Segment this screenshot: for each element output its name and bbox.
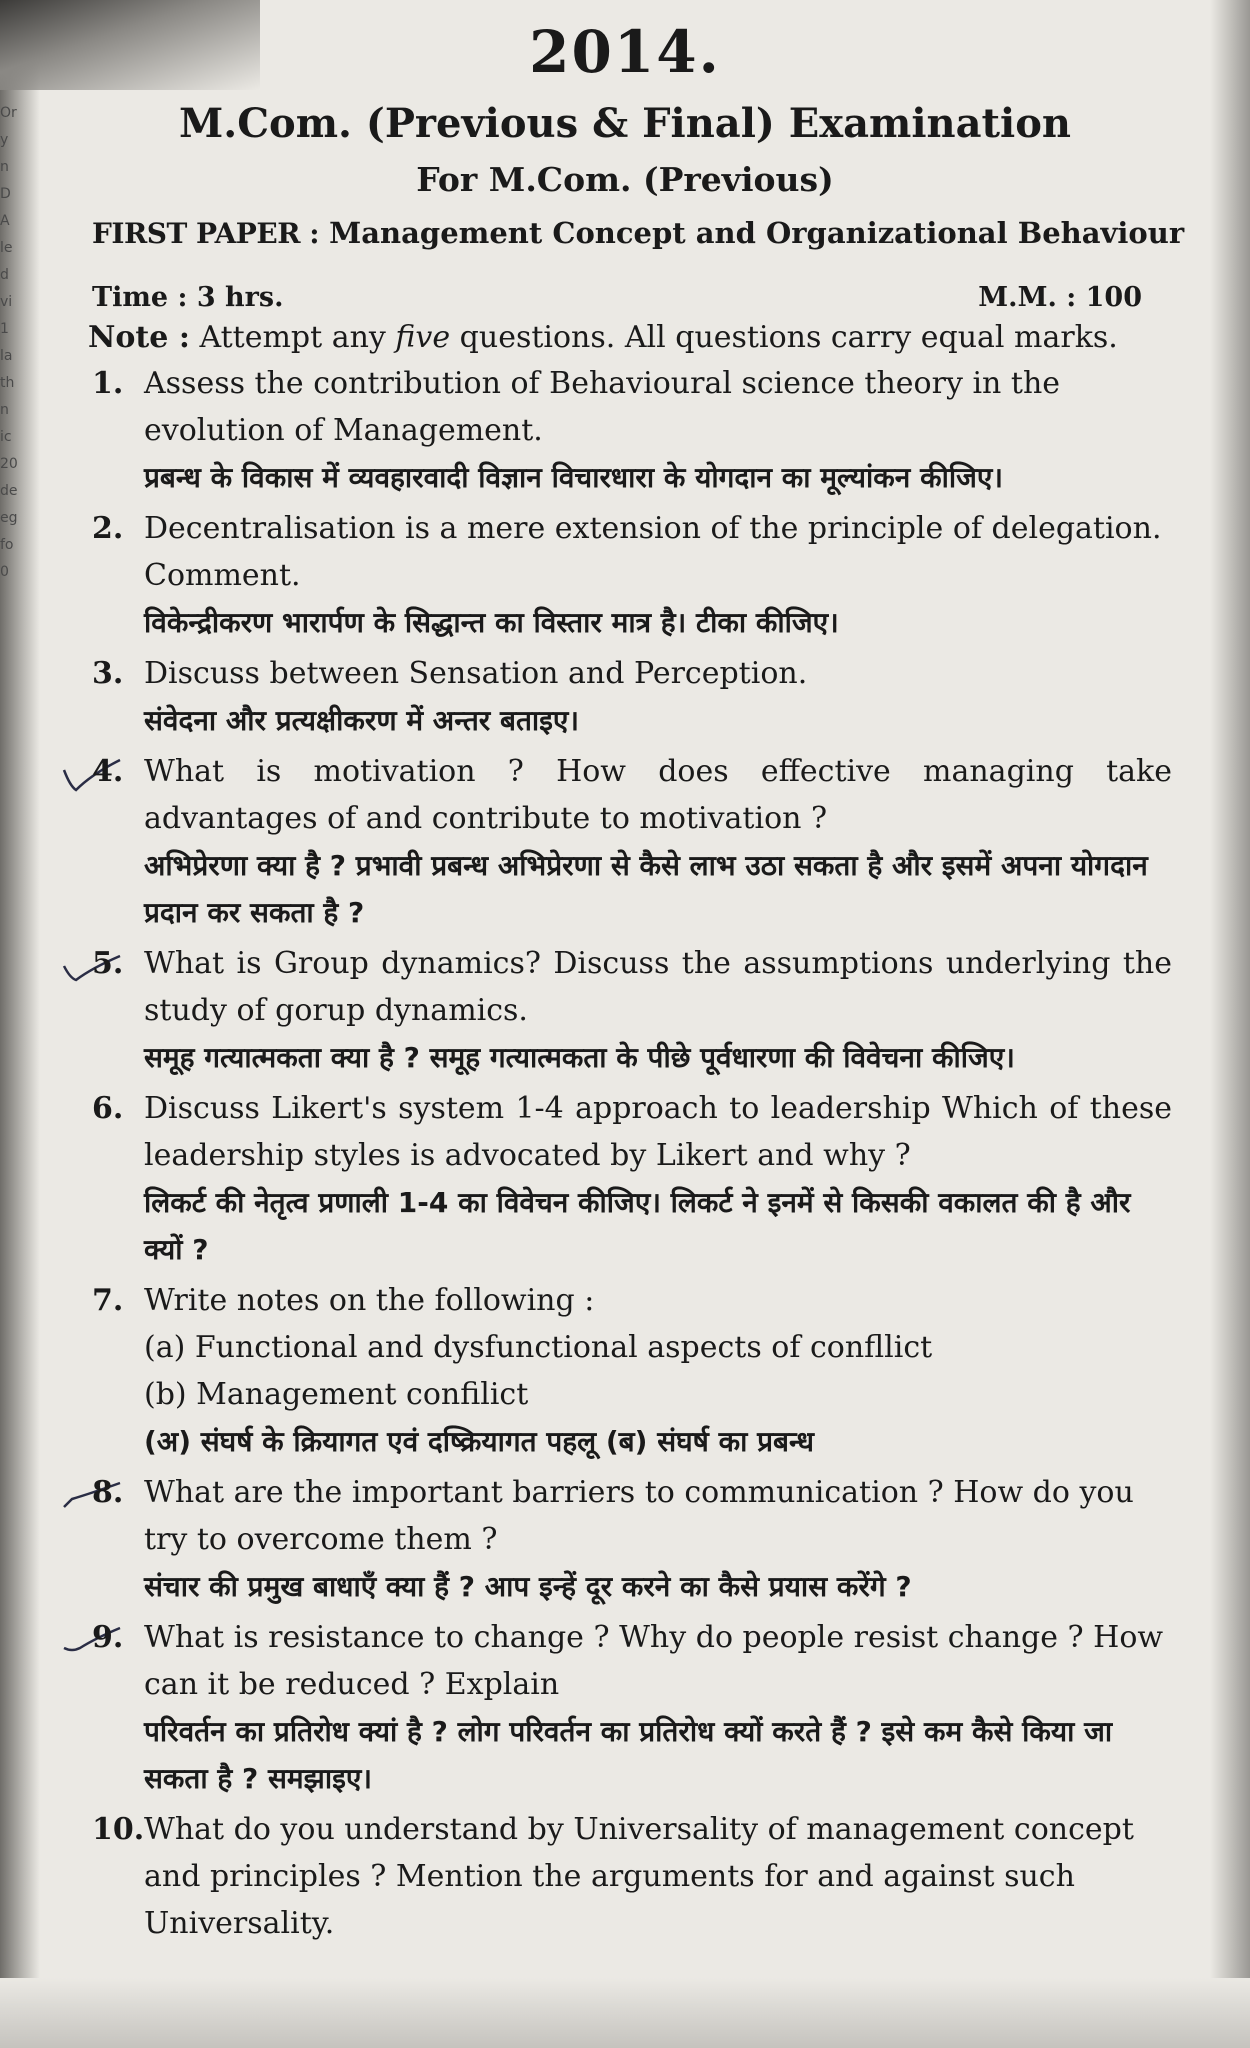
question-9 xyxy=(92,1614,1172,1802)
question-list xyxy=(92,360,1172,1951)
question-hindi: संचार की प्रमुख बाधाएँ क्या हैं ? आप इन्हें दूर करने का कैसे प्रयास करेंगे ? xyxy=(144,1570,912,1603)
margin-fragment: ic xyxy=(0,429,12,445)
margin-fragment: 1 xyxy=(0,321,9,337)
question-number: 9. xyxy=(92,1620,124,1655)
question-hindi: संवेदना और प्रत्यक्षीकरण में अन्तर बताइए। xyxy=(144,704,580,737)
question-english: What do you understand by Universality of management concept and principles ? Mention the arguments for and against such Universality. xyxy=(144,1812,1134,1941)
question-english: Discuss between Sensation and Perception. xyxy=(144,656,808,691)
exam-title: M.Com. (Previous & Final) Examination xyxy=(179,100,1071,147)
question-number: 6. xyxy=(92,1091,124,1126)
margin-fragment: le xyxy=(0,240,13,256)
question-hindi: अभिप्रेरणा क्या है ? प्रभावी प्रबन्ध अभिप्रेरणा से कैसे लाभ उठा सकता है और इसमें अपना योगदान प्रदान कर सकता है ? xyxy=(144,849,1148,929)
question-number: 2. xyxy=(92,511,124,546)
margin-fragment: eg xyxy=(0,510,18,526)
question-english: What is Group dynamics? Discuss the assumptions underlying the study of gorup dynamics. xyxy=(144,946,1172,1028)
question-english: Assess the contribution of Behavioural science theory in the evolution of Management. xyxy=(144,366,1061,448)
question-hindi: समूह गत्यात्मकता क्या है ? समूह गत्यात्मकता के पीछे पूर्वधारणा की विवेचना कीजिए। xyxy=(144,1041,1015,1074)
margin-fragment: Or xyxy=(0,105,17,121)
question-hindi: (अ) संघर्ष के क्रियागत एवं दष्क्रियागत पहलू (ब) संघर्ष का प्रबन्ध xyxy=(144,1425,815,1458)
margin-fragment: y xyxy=(0,132,9,148)
question-english: What are the important barriers to communication ? How do you try to overcome them ? xyxy=(144,1475,1134,1557)
margin-fragment: D xyxy=(0,186,11,202)
question-hindi: विकेन्द्रीकरण भारार्पण के सिद्धान्त का विस्तार मात्र है। टीका कीजिए। xyxy=(144,606,839,639)
question-1 xyxy=(92,360,1172,501)
question-7 xyxy=(92,1277,1172,1465)
margin-fragment: fo xyxy=(0,537,14,553)
exam-subtitle: For M.Com. (Previous) xyxy=(416,160,834,199)
question-english: What is motivation ? How does effective managing take advantages of and contribute to motivation ? xyxy=(144,754,1172,836)
question-english: Discuss Likert's system 1-4 approach to leadership Which of these leadership styles is advocated by Likert and why ? xyxy=(144,1091,1172,1173)
margin-fragment: 0 xyxy=(0,564,9,580)
question-hindi: प्रबन्ध के विकास में व्यवहारवादी विज्ञान विचारधारा के योगदान का मूल्यांकन कीजिए। xyxy=(144,461,1003,494)
question-number: 8. xyxy=(92,1475,124,1510)
page-bottom-shadow xyxy=(0,1978,1250,2048)
question-4 xyxy=(92,748,1172,936)
question-6 xyxy=(92,1085,1172,1273)
margin-fragment: 20 xyxy=(0,456,18,472)
year-text: 2014 xyxy=(529,18,699,86)
question-number: 4. xyxy=(92,754,124,789)
margin-fragment: vi xyxy=(0,294,13,310)
paper-label: FIRST PAPER : xyxy=(92,217,320,250)
question-number: 1. xyxy=(92,366,124,401)
paper-name: Management Concept and Organizational Behaviour xyxy=(329,216,1185,250)
margin-fragment: la xyxy=(0,348,13,364)
max-marks: M.M. : 100 xyxy=(978,282,1142,313)
question-subpart-b: (b) Management confilict xyxy=(144,1377,529,1412)
question-subpart-a: (a) Functional and dysfunctional aspects of confllict xyxy=(144,1330,933,1365)
page-right-shadow xyxy=(1210,0,1250,2048)
question-hindi: परिवर्तन का प्रतिरोध क्यां है ? लोग परिवर्तन का प्रतिरोध क्यों करते हैं ? इसे कम कैसे किया जा सकता है ? समझाइए। xyxy=(144,1715,1113,1795)
note-text-italic: five xyxy=(395,320,451,355)
question-number: 5. xyxy=(92,946,124,981)
question-number: 3. xyxy=(92,656,124,691)
exam-year xyxy=(0,18,1250,86)
question-english: What is resistance to change ? Why do people resist change ? How can it be reduced ? Explain xyxy=(144,1620,1164,1702)
margin-fragment: n xyxy=(0,159,9,175)
question-2 xyxy=(92,505,1172,646)
margin-fragment: A xyxy=(0,213,10,229)
question-5 xyxy=(92,940,1172,1081)
note-label: Note : xyxy=(88,320,190,355)
question-number: 7. xyxy=(92,1283,124,1318)
question-english: Decentralisation is a mere extension of the principle of delegation. Comment. xyxy=(144,511,1162,593)
margin-fragment: d xyxy=(0,267,9,283)
question-hindi: लिकर्ट की नेतृत्व प्रणाली 1-4 का विवेचन कीजिए। लिकर्ट ने इनमें से किसकी वकालत की है और क्यों ? xyxy=(144,1186,1131,1266)
question-number: 10. xyxy=(92,1812,145,1847)
instructions-note xyxy=(88,320,1188,355)
year-dot: . xyxy=(698,18,721,86)
margin-fragment: de xyxy=(0,483,18,499)
question-10 xyxy=(92,1806,1172,1947)
time-marks-row xyxy=(92,282,1142,313)
paper-heading xyxy=(92,216,1185,250)
question-8 xyxy=(92,1469,1172,1610)
margin-fragment: n xyxy=(0,402,9,418)
question-3 xyxy=(92,650,1172,744)
note-text-after: questions. All questions carry equal marks. xyxy=(459,320,1118,355)
question-english: Write notes on the following : xyxy=(144,1283,595,1318)
note-text-before: Attempt any xyxy=(199,320,386,355)
time-allowed: Time : 3 hrs. xyxy=(92,282,284,313)
margin-fragment: th xyxy=(0,375,15,391)
